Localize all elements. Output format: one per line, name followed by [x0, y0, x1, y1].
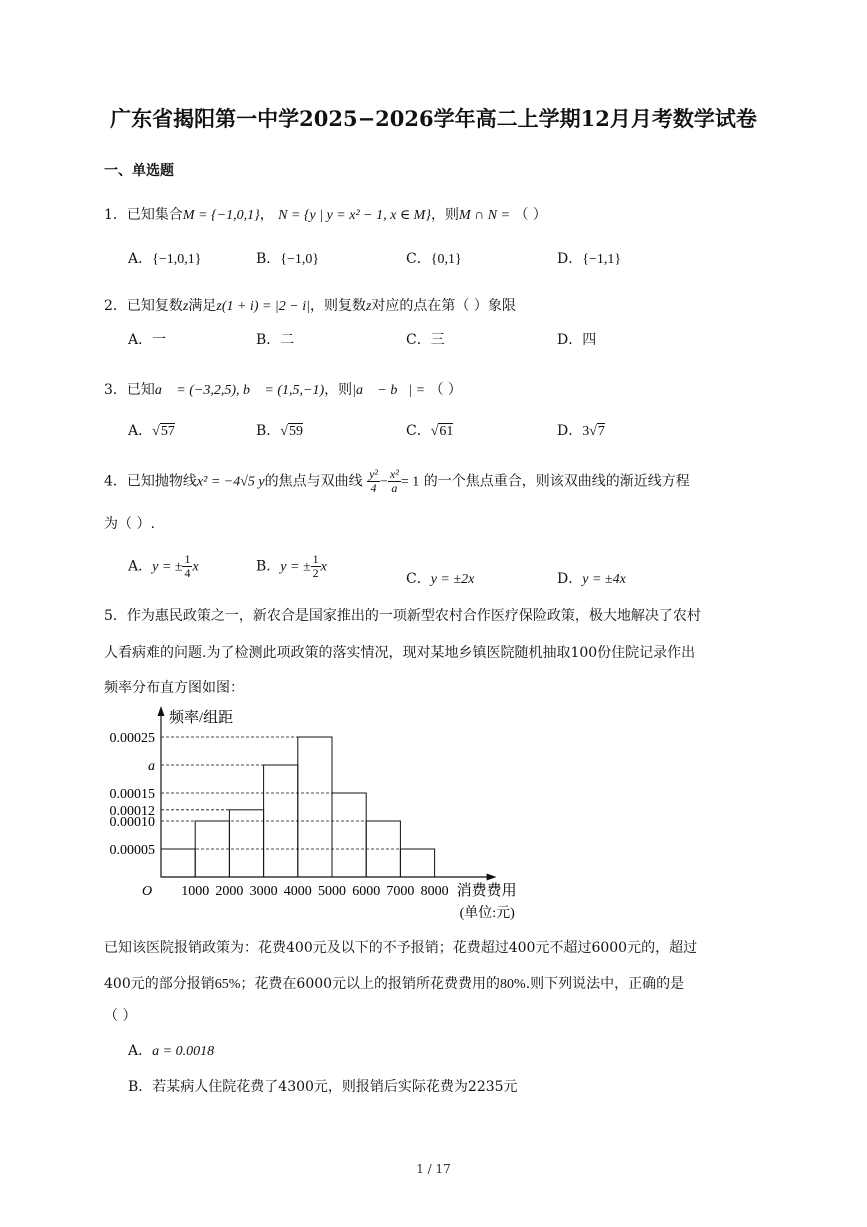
page-title: 广东省揭阳第一中学2025−2026学年高二上学期12月月考数学试卷 [110, 106, 757, 131]
option-text: {0,1} [430, 252, 462, 267]
y-tick-label: 0.00012 [109, 803, 155, 819]
x-axis-arrow [487, 874, 497, 881]
option-label: A． [128, 558, 153, 575]
option-radicand: 61 [439, 424, 454, 439]
q2-option-d[interactable] [557, 329, 596, 349]
x-tick-label: 1000 [181, 884, 210, 899]
q4-stem-mid: 的焦点与双曲线 [264, 473, 363, 490]
q4-stem: 4．已知抛物线 [104, 473, 197, 490]
fraction: $\frac{1}{2}$ [312, 552, 319, 580]
option-label: C． [406, 332, 431, 348]
question-4: 4．已知抛物线x² = −4√5 y的焦点与双曲线 $\frac{\text{y²}}{4}$ − $\frac{\text{x²}}{a}$ = 1 的一个焦点重合，则该双曲线的渐近线方程 [104, 467, 690, 495]
x-tick-label: 8000 [420, 884, 449, 899]
option-label: D． [557, 571, 583, 587]
option-text: 一 [152, 332, 167, 348]
y-axis-arrow [158, 706, 165, 716]
question-5-line-2: 人看病难的问题.为了检测此项政策的落实情况，现对某地乡镇医院随机抽取100份住院记录作出 [104, 645, 696, 661]
x-tick-label: 7000 [386, 884, 415, 899]
q3-paren: （ ） [429, 382, 462, 398]
option-text: a = 0.0018 [152, 1044, 215, 1059]
option-label: A． [128, 251, 153, 267]
option-text: {−1,0,1} [152, 252, 202, 267]
option-label: D． [557, 251, 583, 267]
option-label: C． [406, 571, 431, 587]
y-tick-label: 0.00025 [109, 731, 155, 746]
question-5-after-2: 400元的部分报销65%；花费在6000元以上的报销所花费费用的80%.则下列说法中，正确的是 [104, 976, 685, 992]
q2-option-c[interactable] [406, 329, 445, 349]
q2-stem-a: 满足 [188, 298, 217, 314]
y-tick-label: 0.00010 [109, 815, 155, 830]
option-label: B． [256, 332, 281, 348]
option-text: y = ±4x [582, 572, 626, 587]
option-label: A． [128, 332, 153, 348]
option-radicand: 57 [160, 424, 175, 439]
q1-expr: M ∩ N = [458, 208, 511, 223]
histogram-bar [298, 737, 332, 877]
option-label: B． [256, 558, 281, 575]
histogram-bar [229, 810, 263, 877]
option-label: D． [557, 332, 583, 348]
option-text: {−1,1} [582, 252, 622, 267]
q3-vectors: a⃗ = (−3,2,5), b⃗ = (1,5,−1) [154, 383, 325, 398]
histogram-bar [332, 793, 366, 877]
x-axis-unit: (单位:元) [459, 906, 515, 921]
percent-65: 65% [214, 977, 241, 992]
q1-paren: （ ） [514, 207, 547, 223]
q4-option-c[interactable] [406, 568, 474, 588]
sqrt-sign: √ [430, 424, 439, 439]
q2-option-b[interactable] [256, 329, 294, 349]
x-tick-label: 2000 [215, 884, 244, 899]
option-radicand: 59 [288, 424, 303, 439]
origin-label: O [141, 884, 153, 899]
q3-expr: |a⃗ − b⃗| = [352, 383, 426, 398]
q3-then: ，则 [324, 382, 353, 398]
q5-option-a[interactable] [128, 1040, 214, 1060]
q3-stem: 3．已知 [104, 382, 155, 398]
y-tick-label: a [148, 759, 155, 774]
q1-set-n: N = {y | y = x² − 1, x ∈ M} [278, 208, 431, 223]
page-number: 1 / 17 [416, 1162, 451, 1176]
x-tick-label: 5000 [318, 884, 346, 899]
option-label: A． [128, 1043, 153, 1059]
option-text: 四 [582, 332, 597, 348]
q3-option-d[interactable]: D．3√7 [557, 423, 605, 439]
y-tick-label: 0.00005 [109, 843, 155, 858]
q3-option-a[interactable] [128, 420, 175, 440]
q5-option-b[interactable] [128, 1076, 518, 1096]
option-label: B． [256, 423, 281, 439]
q2-z: z [182, 299, 189, 314]
option-label: D． [557, 423, 583, 439]
q1-stem: 1．已知集合 [104, 207, 183, 223]
q2-stem: 2．已知复数 [104, 298, 183, 314]
question-3 [104, 379, 462, 399]
q4-option-a[interactable]: A．y = ± $\frac{1}{4}$ x [128, 552, 199, 580]
question-5-line-1: 5．作为惠民政策之一，新农合是国家推出的一项新型农村合作医疗保险政策，极大地解决了农村 [104, 608, 701, 624]
hyperbola-term-2: $\frac{\text{x²}}{a}$ [389, 467, 399, 495]
q1-option-b[interactable] [256, 248, 319, 268]
option-text: 若某病人住院花费了4300元，则报销后实际花费为2235元 [152, 1079, 518, 1095]
y-tick-label: 0.00015 [109, 787, 155, 802]
q4-option-b[interactable]: B．y = ± $\frac{1}{2}$ x [256, 552, 327, 580]
q4-parabola: x² = −4√5 y [196, 474, 265, 490]
y-axis-label: 频率/组距 [169, 710, 234, 726]
histogram-bar [400, 849, 434, 877]
option-text: 三 [430, 332, 445, 348]
q1-option-a[interactable] [128, 248, 201, 268]
q4-option-d[interactable] [557, 568, 626, 588]
q2-equation: z(1 + i) = |2 − i| [216, 299, 310, 314]
histogram-bar [161, 849, 195, 877]
fraction: $\frac{1}{4}$ [184, 552, 191, 580]
option-radicand: 7 [597, 424, 605, 439]
percent-80: 80% [500, 977, 526, 992]
q2-stem-c: 对应的点在第（ ）象限 [371, 298, 516, 314]
option-label: B． [256, 251, 281, 267]
question-1 [104, 204, 547, 224]
option-text: 二 [280, 332, 295, 348]
question-4-line-2: 为（ ）. [104, 516, 155, 532]
q1-option-d[interactable] [557, 248, 621, 268]
q2-z2: z [365, 299, 372, 314]
question-5-line-3: 频率分布直方图如图： [104, 680, 244, 696]
q3-option-b[interactable] [256, 420, 303, 440]
question-2 [104, 295, 516, 315]
sqrt-sign: √ [152, 424, 160, 439]
q1-option-c[interactable] [406, 248, 462, 268]
q2-stem-b: ，则复数 [309, 298, 366, 314]
q1-comma: ， [259, 207, 274, 223]
hyperbola-term-1: $\frac{\text{y²}}{4}$ [369, 467, 379, 495]
option-label: C． [406, 251, 431, 267]
option-label: C． [406, 423, 431, 439]
option-text: y = ±2x [430, 572, 475, 587]
q3-option-c[interactable] [406, 420, 453, 440]
x-axis-label: 消费费用 [456, 883, 517, 899]
option-text: {−1,0} [280, 252, 320, 267]
x-tick-label: 3000 [249, 884, 278, 899]
sqrt-sign: √ [589, 424, 597, 439]
q1-then: ，则 [430, 207, 459, 223]
sqrt-sign: √ [280, 424, 288, 439]
x-tick-label: 6000 [352, 884, 381, 899]
q4-stem-end: 的一个焦点重合，则该双曲线的渐近线方程 [423, 473, 690, 490]
option-label: A． [128, 423, 153, 439]
q2-option-a[interactable] [128, 329, 166, 349]
frequency-histogram [95, 700, 535, 928]
question-5-after-1: 已知该医院报销政策为：花费400元及以下的不予报销；花费超过400元不超过6000元的，超过 [104, 940, 698, 956]
question-5-after-3: （ ） [104, 1008, 137, 1024]
section-heading: 一、单选题 [104, 163, 174, 179]
x-tick-label: 4000 [283, 884, 312, 899]
option-label: B． [128, 1079, 153, 1095]
q1-set-m: M = {−1,0,1} [182, 208, 260, 223]
